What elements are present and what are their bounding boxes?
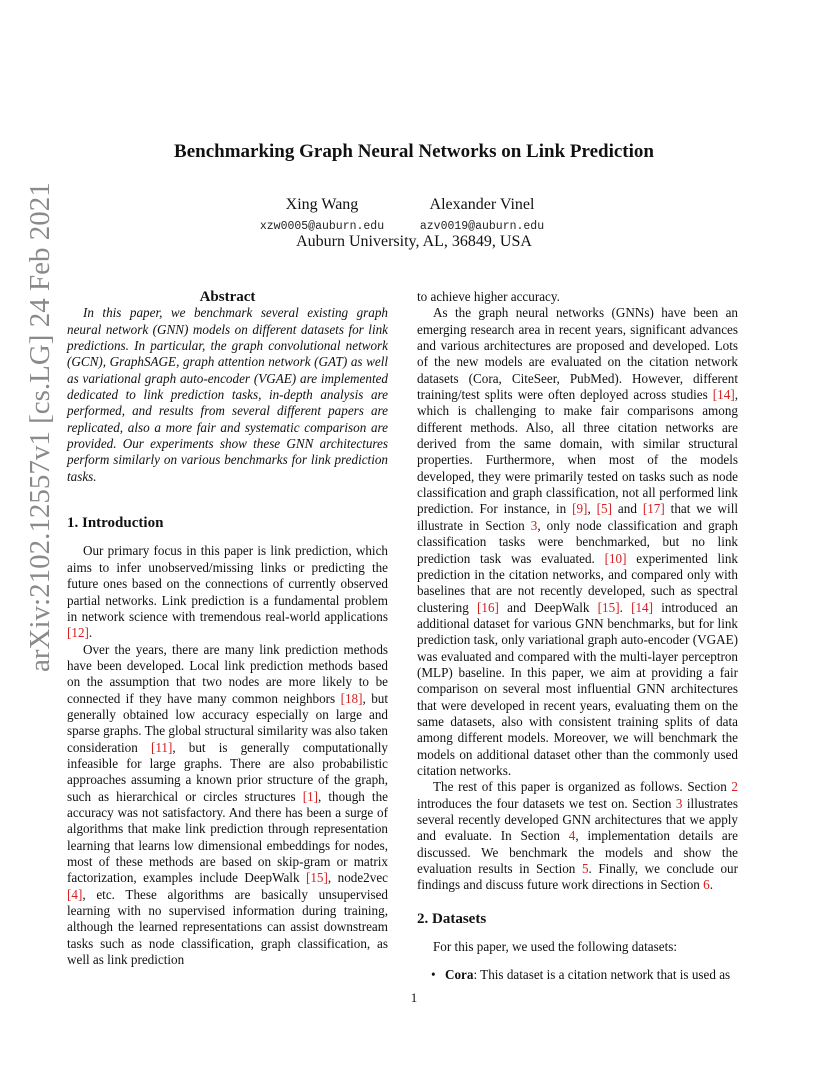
- text-run: , only node classification and graph classification tasks were benchmarked, but no link prediction task was evaluated.: [417, 517, 738, 566]
- abstract-heading: Abstract: [199, 289, 256, 305]
- text-run: .: [619, 599, 632, 615]
- text-run: .: [88, 625, 93, 641]
- citation-link[interactable]: [16]: [477, 599, 499, 615]
- citation-link[interactable]: [1]: [302, 788, 319, 804]
- text-run: Over the years, there are many link prediction methods have been developed. Local link prediction methods based on the assumption that two nodes are more likely to be connected if they have many common neighbors: [67, 641, 388, 706]
- citation-link[interactable]: [14]: [712, 387, 735, 403]
- text-run: and DeepWalk: [498, 599, 598, 615]
- citation-link[interactable]: [5]: [596, 501, 612, 517]
- paragraph: [67, 642, 388, 969]
- citation-link[interactable]: [17]: [642, 501, 665, 517]
- text-run: experimented link prediction in the citation networks, and compared only with baselines that are not recently developed, such as spectral clustering: [417, 550, 738, 615]
- text-run: : This dataset is a citation network that is used as: [473, 967, 731, 983]
- text-run: . Finally, we conclude our findings and discuss future work directions in Section: [417, 861, 738, 893]
- citation-link[interactable]: [18]: [340, 690, 363, 706]
- abstract-section: [67, 289, 388, 485]
- page-number: 1: [410, 990, 418, 1005]
- section-link[interactable]: 2: [731, 779, 738, 795]
- text-run: .: [709, 877, 714, 893]
- citation-link[interactable]: [9]: [572, 501, 588, 517]
- text-run: introduced an additional dataset for various GNN benchmarks, but for link prediction task, only variational graph auto-encoder (VGAE) was evaluated and compared with the multi-layer perceptron (MLP) baseline. In this paper, we aim at providing a fair comparison on several most influential GNN architectures that were developed in recent years, evaluating them on the same datasets, also with consistent training splits of data among different models. Moreover, we will benchmark the models on additional dataset other than the commonly used citation networks.: [417, 599, 738, 778]
- citation-link[interactable]: [14]: [631, 599, 653, 615]
- arxiv-identifier: arXiv:2102.12557v1 [cs.LG] 24 Feb 2021: [24, 182, 56, 672]
- section-heading: 1. Introduction: [67, 515, 164, 532]
- section-link[interactable]: 6: [703, 877, 710, 893]
- text-run: illustrates several recently developed GNN architectures that we apply and evaluate. In Section: [417, 795, 738, 844]
- paragraph: [67, 543, 388, 641]
- text-run: introduces the four datasets we test on. Section: [417, 795, 676, 811]
- text-run: , but generally obtained low accuracy especially on large and sparse graphs. The global structural similarity was also taken consideration: [67, 690, 388, 755]
- dataset-list: [417, 967, 738, 983]
- paragraph: For this paper, we used the following datasets:: [433, 939, 677, 955]
- paper-title: Benchmarking Graph Neural Networks on Link Prediction: [174, 141, 654, 162]
- text-run: The rest of this paper is organized as follows. Section: [433, 779, 732, 795]
- citation-link[interactable]: [15]: [597, 599, 620, 615]
- citation-link[interactable]: [4]: [67, 886, 83, 902]
- section-heading: 2. Datasets: [417, 910, 487, 927]
- text-run: and: [611, 501, 643, 517]
- bullet-icon: •: [431, 967, 436, 983]
- text-run: , but is generally computationally infeasible for large graphs. There are also probabilistic approaches assuming a known prior structure of the graph, such as hierarchical or circles structures: [67, 739, 389, 804]
- text-run: that we will illustrate in Section: [417, 501, 738, 533]
- section-link[interactable]: 4: [568, 828, 576, 844]
- text-run: , which is challenging to make fair comparisons among different methods. Also, all three citation networks are derived from the same domain, with similar structural properties. Furthermore, when most of the models developed, they were primarily tested on tasks such as node classification and graph classification, not all performed link prediction. For instance, in: [417, 387, 738, 517]
- abstract-text: In this paper, we benchmark several existing graph neural network (GNN) models on different datasets for link predictions. In particular, the graph convolutional network (GCN), GraphSAGE, graph attention network (GAT) as well as variational graph auto-encoder (VGAE) are implemented dedicated to link prediction tasks, in-depth analysis are performed, and results from several different papers are replicated, also a more fair and systematic comparison are provided. Our experiments show these GNN architectures perform similarly on various benchmarks for link prediction tasks.: [67, 305, 388, 484]
- author-1: [247, 196, 397, 233]
- paragraph-continued: to achieve higher accuracy.: [417, 289, 560, 304]
- text-run: Our primary focus in this paper is link prediction, which aims to infer unobserved/missing links or predicting the future ones based on the connections of currently observed partial networks. Link prediction is a fundamental problem in network science with tremendous real-world applications: [67, 543, 388, 624]
- citation-link[interactable]: [11]: [150, 739, 173, 755]
- text-run: , etc. These algorithms are basically unsupervised learning with no supervised information during training, although the learned representations can assist downstream tasks such as node classification, graph classification, as well as link prediction: [67, 886, 388, 968]
- text-run: , node2vec: [327, 870, 388, 886]
- author-email: xzw0005@auburn.edu: [259, 220, 385, 233]
- section-link[interactable]: 5: [581, 861, 589, 877]
- author-name: Alexander Vinel: [429, 196, 535, 213]
- author-name: Xing Wang: [285, 196, 359, 213]
- right-column: [417, 289, 738, 984]
- text-run: , implementation details are discussed. We benchmark the models and show the evaluation results in Section: [417, 828, 738, 877]
- citation-link[interactable]: [12]: [67, 625, 89, 641]
- citation-link[interactable]: [15]: [305, 870, 328, 886]
- affiliation: Auburn University, AL, 36849, USA: [296, 233, 532, 250]
- citation-link[interactable]: [10]: [604, 550, 627, 566]
- author-email: azv0019@auburn.edu: [419, 220, 545, 233]
- section-link[interactable]: 3: [530, 517, 538, 533]
- author-2: [407, 196, 557, 233]
- list-item: [417, 967, 738, 983]
- datasets-section: [417, 911, 738, 984]
- paragraph: [417, 779, 738, 893]
- text-run: As the graph neural networks (GNNs) have been an emerging research area in recent years, significant advances and various architectures are proposed and developed. Lots of the new models are evaluated on the citation network datasets (Cora, CiteSeer, PubMed). However, different training/test splits were often deployed across studies: [417, 305, 738, 403]
- introduction-section: [67, 515, 388, 968]
- text-run: ,: [587, 501, 597, 517]
- paragraph: [417, 305, 738, 779]
- dataset-name: Cora: [445, 967, 474, 983]
- left-column: [67, 289, 388, 968]
- section-link[interactable]: 3: [675, 795, 683, 811]
- text-run: , though the accuracy was not satisfactory. And there has been a surge of algorithms that make link prediction through representation learning that learns low dimensional embeddings for nodes, most of these methods are based on skip-gram or matrix factorization, examples include DeepWalk: [67, 788, 388, 886]
